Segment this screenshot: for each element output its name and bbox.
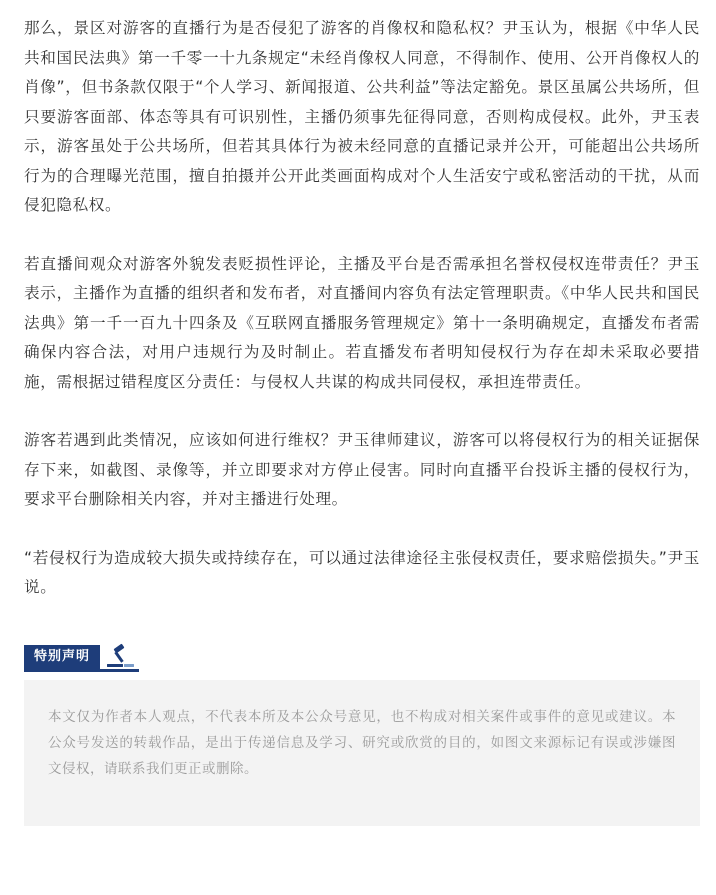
gavel-icon xyxy=(105,643,135,669)
paragraph-portrait-privacy: 那么，景区对游客的直播行为是否侵犯了游客的肖像权和隐私权？尹玉认为，根据《中华人民共和国民法典》第一千零一十九条规定“未经肖像权人同意，不得制作、使用、公开肖像权人的肖像”，但书条款仅限于“个人学习、新闻报道、公共利益”等法定豁免。景区虽属公共场所，但只要游客面部、体态等具有可识别性，主播仍须事先征得同意，否则构成侵权。此外，尹玉表示，游客虽处于公共场所，但若其具体行为被未经同意的直播记录并公开，可能超出公共场所行为的合理曝光范围，擅自拍摄并公开此类画面构成对个人生活安宁或私密活动的干扰，从而侵犯隐私权。 xyxy=(24,19,700,214)
paragraph-rights-protection: 游客若遇到此类情况，应该如何进行维权？尹玉律师建议，游客可以将侵权行为的相关证据保存下来，如截图、录像等，并立即要求对方停止侵害。同时向直播平台投诉主播的侵权行为，要求平台删除相关内容，并对主播进行处理。 xyxy=(24,431,700,508)
paragraph-reputation-liability: 若直播间观众对游客外貌发表贬损性评论，主播及平台是否需承担名誉权侵权连带责任？尹玉表示，主播作为直播的组织者和发布者，对直播间内容负有法定管理职责。《中华人民共和国民法典》第一千一百九十四条及《互联网直播服务管理规定》第十一条明确规定，直播发布者需确保内容合法，对用户违规行为及时制止。若直播发布者明知侵权行为存在却未采取必要措施，需根据过错程度区分责任：与侵权人共谋的构成共同侵权，承担连带责任。 xyxy=(24,254,700,391)
paragraph-quote: “若侵权行为造成较大损失或持续存在，可以通过法律途径主张侵权责任，要求赔偿损失。”尹玉说。 xyxy=(24,548,700,596)
special-notice xyxy=(0,641,716,826)
notice-title: 特别声明 xyxy=(24,645,100,669)
notice-body: 本文仅为作者本人观点，不代表本所及本公众号意见，也不构成对相关案件或事件的意见或建议。本公众号发送的转载作品，是出于传递信息及学习、研究或欣赏的目的，如图文来源标记有误或涉嫌图文侵权，请联系我们更正或删除。 xyxy=(24,680,700,826)
notice-header xyxy=(24,641,139,672)
